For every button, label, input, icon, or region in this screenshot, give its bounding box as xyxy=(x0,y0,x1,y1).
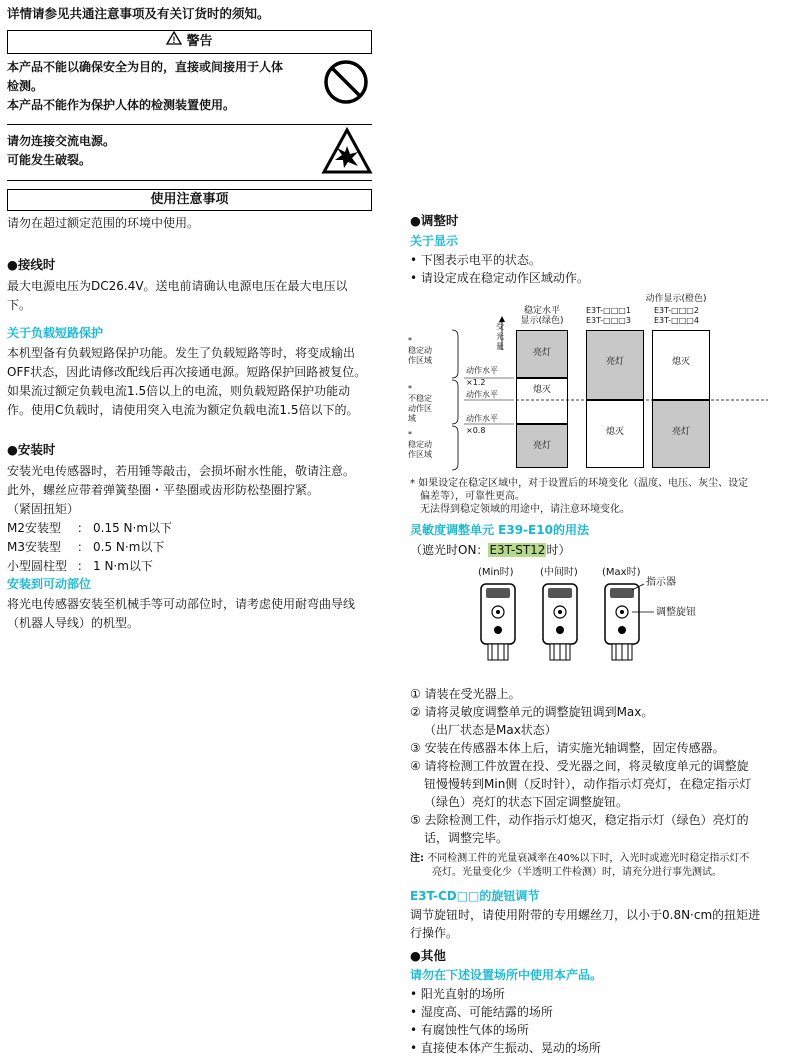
install-text-line1: 安装光电传感器时，若用锤等敲击，会损坏耐水性能，敬请注意。 xyxy=(7,464,356,478)
warning-divider xyxy=(7,124,372,125)
movable-title: 安装到可动部位 xyxy=(7,577,92,591)
diagram-note-line1: * 如果设定在稳定区域中，对于设置后的环境变化（温度、电压、灰尘、设定 xyxy=(410,478,749,489)
torque-row: M3安装型 ： 0.5 N·m以下 xyxy=(7,540,165,554)
other-item: • 湿度高、可能结露的场所 xyxy=(410,1005,553,1019)
usage-env-text: 请勿在超过额定范围的环境中使用。 xyxy=(7,216,200,230)
received-light-label: 受光量 xyxy=(496,322,504,351)
zone-stable-bottom: 稳定动作区域 xyxy=(408,440,432,459)
step-2: ② 请将灵敏度调整单元的调整旋钮调到Max。 xyxy=(410,705,654,719)
model-highlight: E3T-ST12 xyxy=(489,543,546,557)
diagram-note-line3: 无法得到稳定领域的用途中，请注意环境变化。 xyxy=(420,504,630,515)
diagram-note-line2: 偏差等），可靠性更高。 xyxy=(420,491,525,502)
install-text-line2: 此外，螺丝应带着弹簧垫圈・平垫圈或齿形防松垫圈拧紧。 xyxy=(7,483,320,497)
wiring-heading: ●接线时 xyxy=(7,257,56,272)
install-heading: ●安装时 xyxy=(7,442,56,457)
step-2-note: （出厂状态是Max状态） xyxy=(424,723,557,737)
star-mark: * xyxy=(408,384,412,393)
usage-header: 使用注意事项 xyxy=(7,189,372,211)
display-bullet-2: • 请设定成在稳定动作区域动作。 xyxy=(410,271,589,285)
model1-on-label: 亮灯 xyxy=(605,357,624,367)
level-low-2: ×0.8 xyxy=(466,426,486,435)
torque-row: M2安装型 ： 0.15 N·m以下 xyxy=(7,521,173,535)
explosion-icon xyxy=(322,128,372,179)
movable-text-line2: （机器人导线）的机型。 xyxy=(7,616,140,630)
level-high-2: ×1.2 xyxy=(466,378,486,387)
stable-mid-label: 熄灭 xyxy=(532,385,551,395)
display-title: 关于显示 xyxy=(410,234,459,248)
warning-text-line3: 本产品不能作为保护人体的检测装置使用。 xyxy=(7,98,236,112)
model2-on-label: 亮灯 xyxy=(671,427,690,437)
warning-title: 警告 xyxy=(186,34,213,49)
zone-stable-top: 稳定动作区域 xyxy=(408,346,432,365)
short-text-line1: 本机型备有负载短路保护功能。发生了负载短路等时，将变成输出 xyxy=(7,346,356,360)
prohibition-icon xyxy=(322,58,370,111)
sensor-min-label: (Min时) xyxy=(478,567,514,578)
warning-text-line1: 本产品不能以确保安全为目的，直接或间接用于人体 xyxy=(7,60,284,74)
sensor-max-label: (Max时) xyxy=(602,567,641,578)
short-text-line3: 如果流过额定负载电流1.5倍以上的电流，则负载短路保护功能动 xyxy=(7,384,351,398)
star-mark: * xyxy=(408,336,412,345)
stable-top-label: 亮灯 xyxy=(532,348,551,358)
ac-warning-line2: 可能发生破裂。 xyxy=(7,153,92,167)
sensor-min-illustration xyxy=(478,582,518,660)
stable-header-line2: 显示(绿色) xyxy=(520,316,564,326)
warning-text-line2: 检测。 xyxy=(7,79,44,93)
short-text-line2: OFF状态，因此请修改配线后再次接通电源。短路保护回路被复位。 xyxy=(7,365,367,379)
warning-header xyxy=(7,30,372,54)
model-2b: E3T-□□□4 xyxy=(654,316,699,325)
torque-row: 小型圆柱型 ： 1 N·m以下 xyxy=(7,559,153,573)
other-title: 请勿在下述设置场所中使用本产品。 xyxy=(410,968,603,982)
short-protection-title: 关于负载短路保护 xyxy=(7,326,104,340)
other-item: • 直接使本体产生振动、晃动的场所 xyxy=(410,1041,601,1055)
sensor-mid-label: (中间时) xyxy=(540,567,578,578)
level-high-1: 动作水平 xyxy=(466,366,498,375)
zone-unstable: 不稳定动作区域 xyxy=(408,394,432,423)
wiring-text-line1: 最大电源电压为DC26.4V。送电前请确认电源电压在最大电压以 xyxy=(7,279,348,293)
sensitivity-subtitle: （遮光时ON：E3T-ST12时） xyxy=(410,543,571,557)
level-mid: 动作水平 xyxy=(466,390,498,399)
wiring-text-line2: 下。 xyxy=(7,298,32,312)
star-mark: * xyxy=(408,430,412,439)
display-bullet-1: • 下图表示电平的状态。 xyxy=(410,253,541,267)
step-1: ① 请装在受光器上。 xyxy=(410,687,521,701)
indicator-label: 指示器 xyxy=(646,577,676,588)
ac-warning-line1: 请勿连接交流电源。 xyxy=(7,134,116,148)
knob-adjust-title: E3T-CD□□的旋钮调节 xyxy=(410,889,540,903)
other-heading: ●其他 xyxy=(410,948,446,963)
model-2a: E3T-□□□2 xyxy=(654,306,699,315)
other-item: • 阳光直射的场所 xyxy=(410,987,505,1001)
adjust-heading: ●调整时 xyxy=(410,213,459,228)
warning-triangle-icon xyxy=(166,31,182,52)
torque-label: （紧固扭矩） xyxy=(7,502,80,516)
step-3: ③ 安装在传感器本体上后，请实施光轴调整，固定传感器。 xyxy=(410,741,725,755)
stable-header-line1: 稳定水平 xyxy=(523,306,560,316)
short-text-line4: 作。使用C负载时，请使用突入电流为额定负载电流1.5倍以下的。 xyxy=(7,403,359,417)
level-low-1: 动作水平 xyxy=(466,414,498,423)
sensor-mid-illustration xyxy=(540,582,580,660)
knob-adjust-line1: 调节旋钮时，请使用附带的专用螺丝刀，以小于0.8N·cm的扭矩进 xyxy=(410,908,761,922)
knob-adjust-line2: 行操作。 xyxy=(410,926,459,940)
other-item: • 有腐蚀性气体的场所 xyxy=(410,1023,529,1037)
caution-note: 注: 不同检测工件的光量衰减率在40%以下时，入光时或遮光时稳定指示灯不 xyxy=(410,853,750,864)
svg-text:!: ! xyxy=(172,35,176,45)
warning-bottom-divider xyxy=(7,180,372,181)
caution-note-line2: 亮灯。光量变化少（半透明工件检测）时，请充分进行事先测试。 xyxy=(432,867,722,878)
model2-off-label: 熄灭 xyxy=(671,357,690,367)
step-4-line3: （绿色）亮灯的状态下固定调整旋钮。 xyxy=(424,795,629,809)
model-1a: E3T-□□□1 xyxy=(586,306,631,315)
step-4-line1: ④ 请将检测工件放置在投、受光器之间，将灵敏度单元的调整旋 xyxy=(410,759,749,773)
movable-text-line1: 将光电传感器安装至机械手等可动部位时，请考虑使用耐弯曲导线 xyxy=(7,597,356,611)
stable-bottom-label: 亮灯 xyxy=(532,441,551,451)
knob-label: 调整旋钮 xyxy=(656,607,696,618)
step-5-line1: ⑤ 去除检测工件，动作指示灯熄灭，稳定指示灯（绿色）亮灯的 xyxy=(410,813,749,827)
intro-text: 详情请参见共通注意事项及有关订货时的须知。 xyxy=(7,6,270,21)
model-1b: E3T-□□□3 xyxy=(586,316,631,325)
sensitivity-title: 灵敏度调整单元 E39-E10的用法 xyxy=(410,523,589,537)
step-5-line2: 话，调整完毕。 xyxy=(424,831,509,845)
action-header: 动作显示(橙色) xyxy=(645,294,707,304)
level-diagram xyxy=(406,292,786,472)
model1-off-label: 熄灭 xyxy=(605,427,624,437)
step-4-line2: 钮慢慢转到Min侧（反时针），动作指示灯亮灯，在稳定指示灯 xyxy=(424,777,752,791)
